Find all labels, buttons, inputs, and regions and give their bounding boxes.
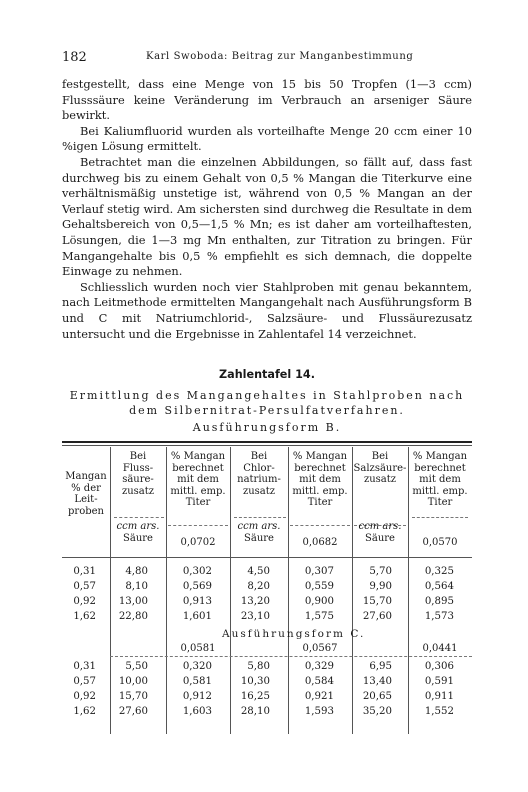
table-cell: 0,325 (424, 566, 454, 577)
table-cell: 0,57 (73, 676, 96, 687)
table-cell: 22,80 (118, 611, 148, 622)
running-title: Karl Swoboda: Beitrag zur Manganbestimmung (146, 51, 414, 62)
table-top-rule (62, 445, 472, 446)
table-cell: 13,20 (240, 596, 270, 607)
table-cell: 1,603 (182, 706, 212, 717)
header-salzsaeure (352, 451, 408, 486)
header-flusssaeure (110, 451, 166, 497)
titer-value: 0,0441 (422, 643, 458, 654)
header-text: mittl. emp. (170, 485, 226, 497)
table-cell: 0,306 (424, 661, 454, 672)
table-cell: 4,80 (125, 566, 148, 577)
header-text: berechnet (172, 462, 224, 474)
table-subtitle: dem Silbernitrat-Persulfatverfahren. (129, 404, 405, 417)
paragraph: festgestellt, dass eine Menge von 15 bis 50 Tropfen (1—3 ccm) Flusssäure keine Veränderung im Verbrauch an arseniger Säure bewirkt. (62, 77, 472, 123)
table-cell: 0,581 (182, 676, 212, 687)
titer-value: 0,0567 (302, 643, 338, 654)
header-text: mittl. emp. (412, 485, 468, 497)
table-cell: 1,62 (73, 706, 96, 717)
header-text: natrium- (237, 474, 281, 485)
paragraph: Bei Kaliumfluorid wurden als vorteilhafte Menge 20 ccm einer 10 %igen Lösung ermittelt. (62, 123, 472, 154)
table-cell: 0,307 (304, 566, 334, 577)
table-cell: 0,913 (182, 596, 212, 607)
table-cell: 1,593 (304, 706, 334, 717)
table-cell: 27,60 (362, 611, 392, 622)
header-text: Chlor- (243, 462, 275, 474)
table-cell: 13,00 (118, 596, 148, 607)
header-chlornatrium (230, 451, 288, 497)
header-text: säure- (122, 474, 154, 485)
table-cell: 0,31 (73, 661, 96, 672)
header-manganese-leitproben (62, 471, 110, 517)
header-subrule (412, 517, 468, 518)
header-text: Säure (365, 532, 395, 544)
header-text: % Mangan (412, 451, 468, 462)
table-cell: 1,575 (304, 611, 334, 622)
header-text: % der (71, 482, 101, 494)
header-text: ccm ars. (116, 521, 160, 532)
table-cell: 1,573 (424, 611, 454, 622)
header-text: ccm ars. (237, 521, 281, 532)
header-text: Bei (129, 451, 147, 462)
header-text: Titer (185, 497, 211, 508)
header-text: berechnet (414, 462, 466, 474)
paragraph: Schliesslich wurden noch vier Stahlproben mit genau bekanntem, nach Leitmethode ermittelten Mangangehalt nach Ausführungsform B und C mit Natriumchlorid-, Salzsäure- und Flussäurezusatz untersucht und die Ergebnisse in Zahlentafel 14 verzeichnet. (62, 279, 472, 341)
header-text: zusatz (363, 474, 397, 485)
table-cell: 0,564 (424, 581, 454, 592)
header-mangan-berechnet (288, 451, 352, 509)
header-text: Bei (371, 451, 389, 462)
table-cell: 9,90 (369, 581, 392, 592)
table-cell: 0,329 (304, 661, 334, 672)
header-text: Mangan (65, 471, 107, 482)
table-cell: 0,900 (304, 596, 334, 607)
body-text (62, 77, 472, 342)
table-cell: 0,584 (304, 676, 334, 687)
table-cell: 10,30 (240, 676, 270, 687)
header-text: zusatz (242, 485, 276, 497)
header-text: Salzsäure- (353, 462, 407, 474)
header-text: proben (68, 505, 104, 517)
page-header (62, 50, 472, 64)
section-rule (110, 656, 472, 657)
header-subrule (168, 525, 228, 526)
header-text: zusatz (121, 485, 155, 497)
header-text: Fluss- (122, 462, 154, 474)
titer-value: 0,0702 (180, 537, 216, 548)
table-cell: 0,92 (73, 596, 96, 607)
table-cell: 0,57 (73, 581, 96, 592)
header-ccm-ars (352, 521, 408, 544)
header-text: ccm ars. (358, 521, 402, 532)
header-text: Säure (123, 532, 153, 544)
table-title: Zahlentafel 14. (219, 368, 315, 381)
header-ccm-ars (230, 521, 288, 544)
table-cell: 0,302 (182, 566, 212, 577)
page-number: 182 (62, 50, 87, 65)
header-subrule (290, 525, 350, 526)
table-cell: 8,20 (247, 581, 270, 592)
titer-value: 0,0682 (302, 537, 338, 548)
table-cell: 0,31 (73, 566, 96, 577)
header-text: Bei (250, 451, 268, 462)
header-text: berechnet (294, 462, 346, 474)
table-form-label: Ausführungsform C. (222, 628, 366, 640)
table-cell: 16,25 (240, 691, 270, 702)
table-cell: 10,00 (118, 676, 148, 687)
table-cell: 5,80 (247, 661, 270, 672)
titer-value: 0,0570 (422, 537, 458, 548)
table-cell: 0,921 (304, 691, 334, 702)
table-cell: 0,320 (182, 661, 212, 672)
table-cell: 28,10 (240, 706, 270, 717)
table-cell: 0,569 (182, 581, 212, 592)
header-text: mit dem (177, 474, 219, 485)
table-cell: 4,50 (247, 566, 270, 577)
header-text: Titer (427, 497, 453, 508)
table-cell: 1,552 (424, 706, 454, 717)
data-table (62, 441, 472, 734)
table-top-rule (62, 441, 472, 443)
header-mangan-berechnet (408, 451, 472, 509)
header-text: Säure (244, 532, 274, 544)
table-cell: 5,50 (125, 661, 148, 672)
header-mangan-berechnet (166, 451, 230, 509)
paragraph: Betrachtet man die einzelnen Abbildungen, so fällt auf, dass fast durchweg bis zu einem Gehalt von 0,5 % Mangan die Titerkurve eine verhältnismäßig unstetige ist, während von 0,5 % Mangan an der Verlauf stetig wird. Am sichersten sind durchweg die Resultate in dem Gehaltsbereich von 0,5—1,5 % Mn; es ist daher am vorteilhaftesten, Lösungen, die 1—3 mg Mn enthalten, zur Titration zu bringen. Für Mangangehalte bis 0,5 % empfiehlt es sich demnach, die doppelte Einwage zu nehmen. (62, 154, 472, 279)
table-cell: 35,20 (362, 706, 392, 717)
table-cell: 5,70 (369, 566, 392, 577)
header-text: mit dem (299, 474, 341, 485)
table-cell: 20,65 (362, 691, 392, 702)
table-cell: 0,559 (304, 581, 334, 592)
table-cell: 0,911 (424, 691, 454, 702)
header-ccm-ars (110, 521, 166, 544)
table-cell: 1,62 (73, 611, 96, 622)
titer-value: 0,0581 (180, 643, 216, 654)
header-rule (62, 557, 472, 558)
header-text: mit dem (419, 474, 461, 485)
table-form-label: Ausführungsform B. (192, 421, 342, 434)
table-cell: 1,601 (182, 611, 212, 622)
header-text: % Mangan (170, 451, 226, 462)
header-text: Titer (307, 497, 333, 508)
header-text: mittl. emp. (292, 485, 348, 497)
header-text: % Mangan (292, 451, 348, 462)
table-cell: 6,95 (369, 661, 392, 672)
header-subrule (114, 517, 164, 518)
table-cell: 0,895 (424, 596, 454, 607)
table-cell: 0,912 (182, 691, 212, 702)
table-cell: 23,10 (240, 611, 270, 622)
header-text: Leit- (74, 494, 98, 505)
table-cell: 0,92 (73, 691, 96, 702)
table-cell: 15,70 (362, 596, 392, 607)
header-subrule (234, 517, 286, 518)
table-cell: 15,70 (118, 691, 148, 702)
table-subtitle: Ermittlung des Mangangehaltes in Stahlproben nach (69, 389, 465, 402)
table-cell: 0,591 (424, 676, 454, 687)
table-cell: 13,40 (362, 676, 392, 687)
table-cell: 27,60 (118, 706, 148, 717)
table-cell: 8,10 (125, 581, 148, 592)
